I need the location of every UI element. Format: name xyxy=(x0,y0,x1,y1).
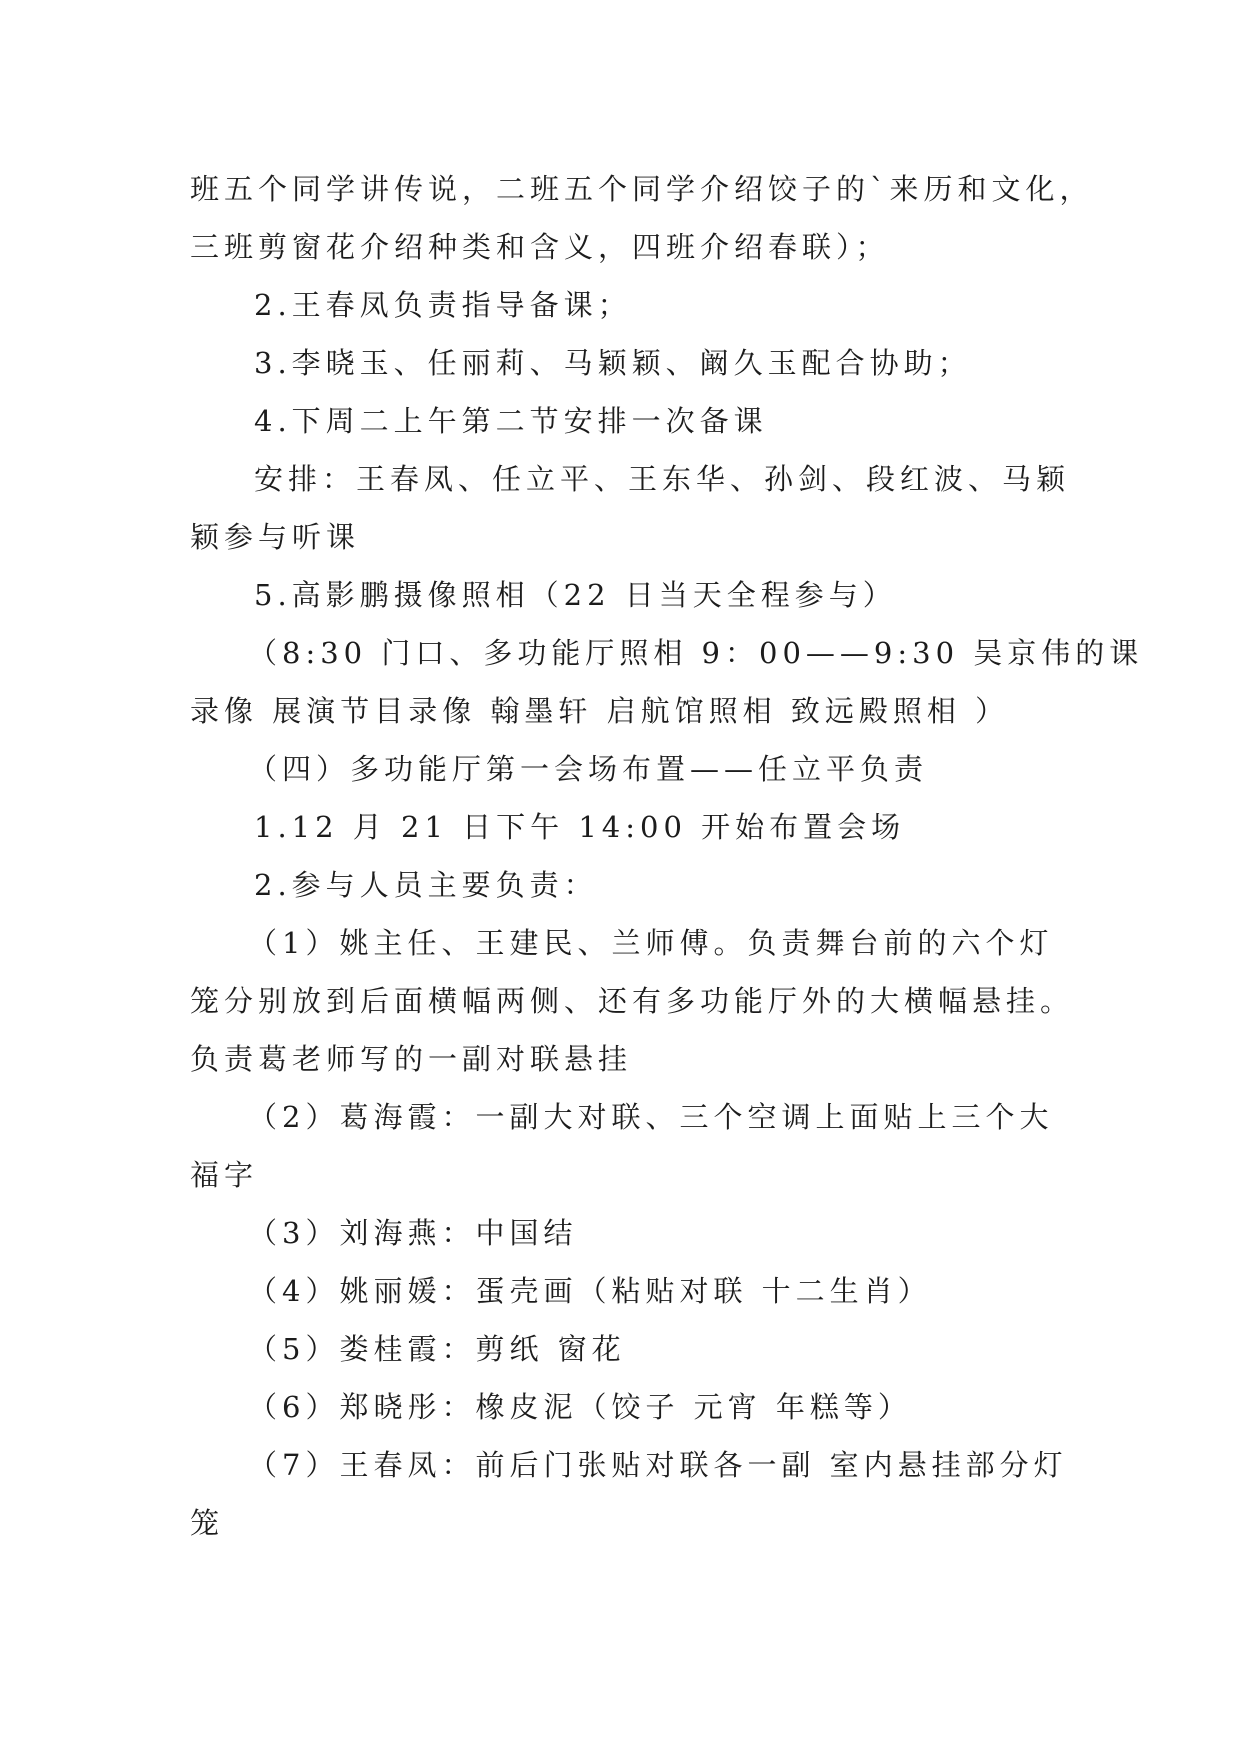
section-heading: （四）多功能厅第一会场布置——任立平负责 xyxy=(248,752,929,786)
paragraph-line: 三班剪窗花介绍种类和含义，四班介绍春联）； xyxy=(190,230,890,264)
list-item: （3）刘海燕：中国结 xyxy=(248,1216,578,1250)
paragraph-line: 笼 xyxy=(190,1506,225,1540)
paragraph-line: 福字 xyxy=(190,1158,259,1192)
paragraph-line: 安排：王春凤、任立平、王东华、孙剑、段红波、马颖 xyxy=(254,462,1071,496)
list-item: （7）王春凤：前后门张贴对联各一副 室内悬挂部分灯 xyxy=(248,1448,1068,1482)
paragraph-line: 颖参与听课 xyxy=(190,520,361,554)
paragraph-line: 班五个同学讲传说，二班五个同学介绍饺子的`来历和文化， xyxy=(190,172,1094,206)
list-item: 1.12 月 21 日下午 14:00 开始布置会场 xyxy=(254,810,906,844)
paragraph-line: 笼分别放到后面横幅两侧、还有多功能厅外的大横幅悬挂。 xyxy=(190,984,1075,1018)
list-item: （4）姚丽媛：蛋壳画（粘贴对联 十二生肖） xyxy=(248,1274,932,1308)
list-item: （2）葛海霞：一副大对联、三个空调上面贴上三个大 xyxy=(248,1100,1054,1134)
list-item: （6）郑晓彤：橡皮泥（饺子 元宵 年糕等） xyxy=(248,1390,912,1424)
list-item: 5.高影鹏摄像照相（22 日当天全程参与） xyxy=(254,578,897,612)
list-item: 2.参与人员主要负责： xyxy=(254,868,598,902)
list-item: （5）娄桂霞：剪纸 窗花 xyxy=(248,1332,626,1366)
document-body xyxy=(190,160,1144,1552)
paragraph-line: 录像 展演节目录像 翰墨轩 启航馆照相 致远殿照相 ） xyxy=(190,694,1010,728)
paragraph-line: 负责葛老师写的一副对联悬挂 xyxy=(190,1042,633,1076)
list-item: 3.李晓玉、任丽莉、马颖颖、阚久玉配合协助； xyxy=(254,346,972,380)
list-item: 2.王春凤负责指导备课； xyxy=(254,288,632,322)
list-item: 4.下周二上午第二节安排一次备课 xyxy=(254,404,768,438)
list-item: （1）姚主任、王建民、兰师傅。负责舞台前的六个灯 xyxy=(248,926,1054,960)
paragraph-line: （8:30 门口、多功能厅照相 9：00——9:30 吴京伟的课 xyxy=(248,636,1144,670)
